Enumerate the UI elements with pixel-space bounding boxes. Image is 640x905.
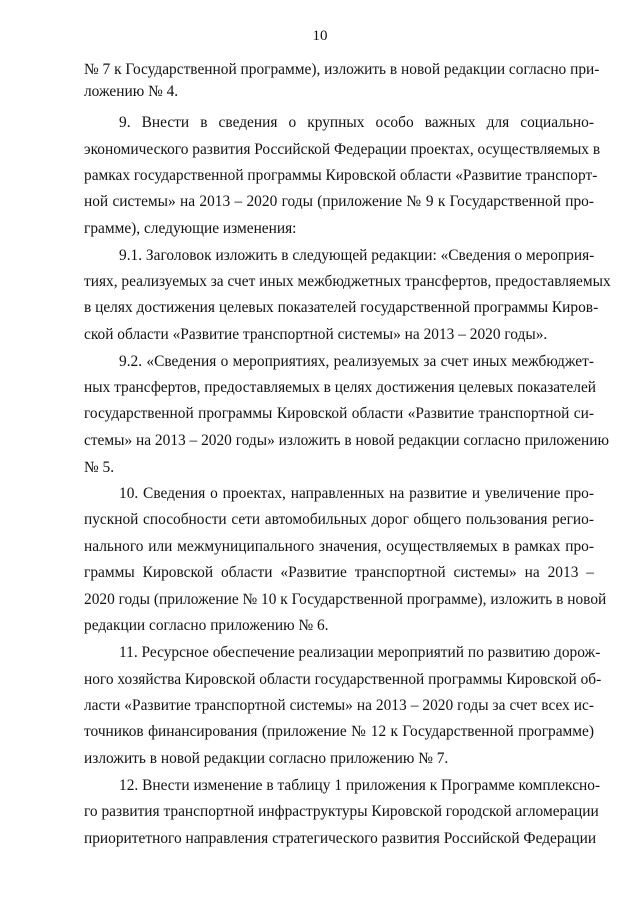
text-line: в целях достижения целевых показателей государственной программы Киров- xyxy=(84,299,599,316)
text-line: ложению № 4. xyxy=(84,83,179,100)
text-line: приоритетного направления стратегического развития Российской Федерации xyxy=(84,830,597,847)
text-line: ного хозяйства Кировской области государственной программы Кировской об- xyxy=(84,671,602,688)
text-line: ласти «Развитие транспортной системы» на 2013 – 2020 годы за счет всех ис- xyxy=(84,697,594,714)
text-line: граммы Кировской области «Развитие транспортной системы» на 2013 – xyxy=(84,564,594,581)
text-line: 12. Внести изменение в таблицу 1 приложения к Программе комплексно- xyxy=(119,777,601,794)
text-line: изложить в новой редакции согласно приложению № 7. xyxy=(84,750,449,767)
text-line: пускной способности сети автомобильных дорог общего пользования регио- xyxy=(84,511,594,528)
text-line: 9.1. Заголовок изложить в следующей редакции: «Сведения о мероприя- xyxy=(119,247,595,264)
text-line: грамме), следующие изменения: xyxy=(84,220,297,237)
text-line: 9. Внести в сведения о крупных особо важных для социально- xyxy=(119,114,594,131)
text-line: государственной программы Кировской области «Развитие транспортной си- xyxy=(84,405,594,422)
text-line: точников финансирования (приложение № 12 к Государственной программе) xyxy=(84,723,594,740)
text-line: 11. Ресурсное обеспечение реализации мероприятий по развитию дорож- xyxy=(119,644,601,661)
text-line: 2020 годы (приложение № 10 к Государственной программе), изложить в новой xyxy=(84,591,607,608)
text-line: ных трансфертов, предоставляемых в целях достижения целевых показателей xyxy=(84,379,597,396)
text-line: стемы» на 2013 – 2020 годы» изложить в новой редакции согласно приложению xyxy=(84,432,609,449)
text-line: ской области «Развитие транспортной системы» на 2013 – 2020 годы». xyxy=(84,326,548,343)
text-line: экономического развития Российской Федерации проектах, осуществляемых в xyxy=(84,141,601,158)
text-line: 10. Сведения о проектах, направленных на развитие и увеличение про- xyxy=(119,485,594,502)
text-line: го развития транспортной инфраструктуры Кировской городской агломерации xyxy=(84,803,599,820)
text-line: редакции согласно приложению № 6. xyxy=(84,617,329,634)
page-number: 10 xyxy=(312,28,328,44)
text-line: № 5. xyxy=(84,459,115,476)
text-line: 9.2. «Сведения о мероприятиях, реализуемых за счет иных межбюджет- xyxy=(119,353,594,370)
text-line: тиях, реализуемых за счет иных межбюджетных трансфертов, предоставляемых xyxy=(84,273,611,290)
text-line: нального или межмуниципального значения, осуществляемых в рамках про- xyxy=(84,538,594,555)
text-line: ной системы» на 2013 – 2020 годы (приложение № 9 к Государственной про- xyxy=(84,193,594,210)
text-line: № 7 к Государственной программе), изложить в новой редакции согласно при- xyxy=(84,61,600,78)
text-line: рамках государственной программы Кировской области «Развитие транспорт- xyxy=(84,167,598,184)
